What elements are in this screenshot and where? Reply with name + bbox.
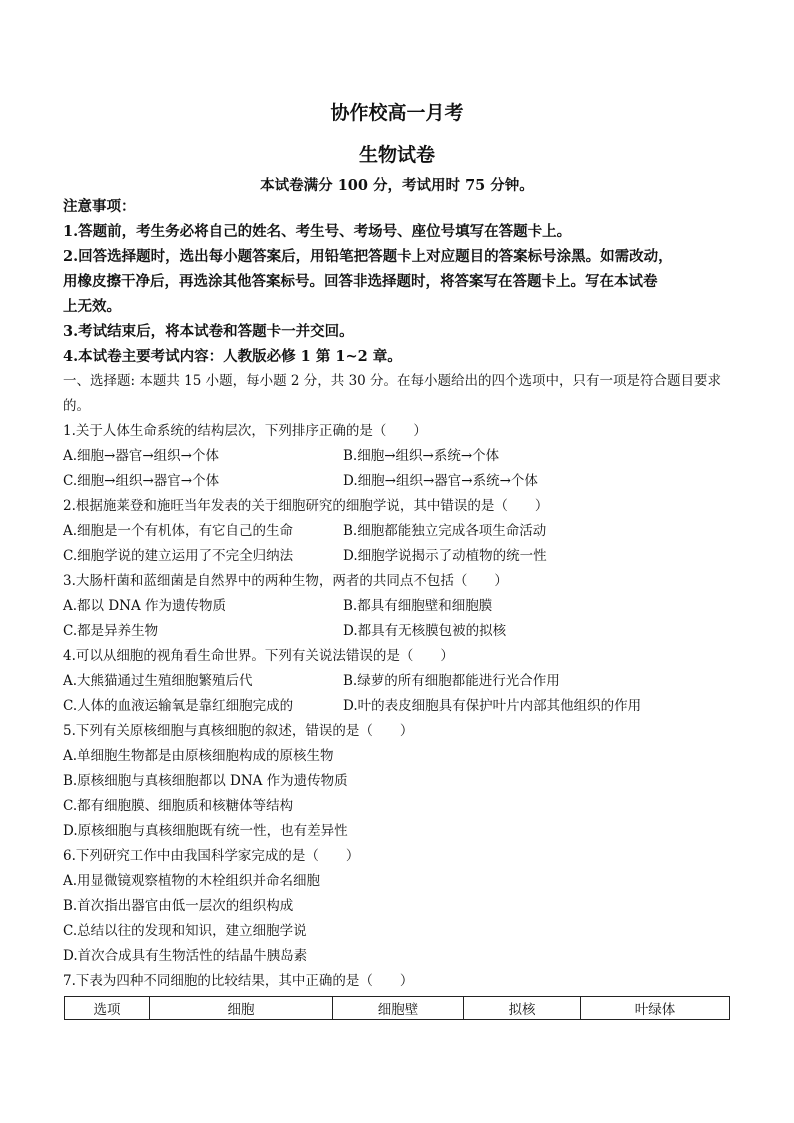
question-stem: 2.根据施莱登和施旺当年发表的关于细胞研究的细胞学说，其中错误的是（ ）: [63, 498, 549, 514]
option-b: B.首次指出器官由低一层次的组织构成: [63, 898, 294, 914]
table-header-cell: 选项: [65, 997, 150, 1020]
notes-line: 上无效。: [63, 298, 121, 315]
option-d: D.首次合成具有生物活性的结晶牛胰岛素: [63, 948, 308, 964]
question-2: [63, 494, 733, 569]
notes-line: 2.回答选择题时，选出每小题答案后，用铅笔把答题卡上对应题目的答案标号涂黑。如需改动，: [63, 248, 673, 265]
question-6: [63, 844, 733, 969]
option-c: C.细胞学说的建立运用了不完全归纳法: [63, 548, 294, 564]
questions-section: [63, 369, 733, 994]
subject-title: 生物试卷: [358, 144, 435, 166]
option-c: C.总结以往的发现和知识，建立细胞学说: [63, 923, 307, 939]
table-header-cell: 细胞壁: [333, 997, 464, 1020]
question-stem: 1.关于人体生命系统的结构层次，下列排序正确的是（ ）: [63, 423, 427, 439]
section-instruction-cont: 的。: [63, 398, 90, 414]
question-3: [63, 569, 733, 644]
question-1: [63, 419, 733, 494]
option-a: A.用显微镜观察植物的木栓组织并命名细胞: [63, 873, 321, 889]
option-d: D.原核细胞与真核细胞既有统一性，也有差异性: [63, 823, 348, 839]
question-stem: 7.下表为四种不同细胞的比较结果，其中正确的是（ ）: [63, 973, 414, 989]
notes-heading: 注意事项：: [63, 198, 136, 215]
notes-section: [63, 194, 733, 369]
section-instruction: 一、选择题: 本题共 15 小题，每小题 2 分，共 30 分。在每小题给出的四个选项中，只有一项是符合题目要求: [63, 373, 722, 389]
option-a: A.都以 DNA 作为遗传物质: [63, 598, 227, 614]
table-header-cell: 拟核: [464, 997, 581, 1020]
option-a: A.细胞是一个有机体，有它自己的生命: [63, 523, 294, 539]
question-stem: 6.下列研究工作中由我国科学家完成的是（ ）: [63, 848, 360, 864]
question-5: [63, 719, 733, 844]
option-a: A.单细胞生物都是由原核细胞构成的原核生物: [63, 748, 334, 764]
question-7: [63, 969, 733, 994]
exam-info: 本试卷满分 100 分，考试用时 75 分钟。: [260, 177, 534, 194]
table-header-row: [65, 997, 730, 1020]
notes-line: 用橡皮擦干净后，再选涂其他答案标号。回答非选择题时，将答案写在答题卡上。写在本试卷: [63, 273, 658, 290]
option-d: D.细胞学说揭示了动植物的统一性: [343, 548, 547, 564]
comparison-table: [64, 996, 730, 1020]
option-c: C.细胞→组织→器官→个体: [63, 473, 220, 489]
option-c: C.都是异养生物: [63, 623, 159, 639]
question-stem: 4.可以从细胞的视角看生命世界。下列有关说法错误的是（ ）: [63, 648, 454, 664]
question-stem: 5.下列有关原核细胞与真核细胞的叙述，错误的是（ ）: [63, 723, 414, 739]
option-a: A.细胞→器官→组织→个体: [63, 448, 219, 464]
option-b: B.原核细胞与真核细胞都以 DNA 作为遗传物质: [63, 773, 348, 789]
option-b: B.都具有细胞壁和细胞膜: [343, 598, 493, 614]
option-d: D.叶的表皮细胞具有保护叶片内部其他组织的作用: [343, 698, 642, 714]
notes-line: 1.答题前，考生务必将自己的姓名、考生号、考场号、座位号填写在答题卡上。: [63, 223, 572, 240]
question-4: [63, 644, 733, 719]
table-header-cell: 细胞: [150, 997, 333, 1020]
option-b: B.细胞都能独立完成各项生命活动: [343, 523, 547, 539]
option-a: A.大熊猫通过生殖细胞繁殖后代: [63, 673, 253, 689]
question-stem: 3.大肠杆菌和蓝细菌是自然界中的两种生物，两者的共同点不包括（ ）: [63, 573, 508, 589]
notes-line: 4.本试卷主要考试内容：人教版必修 1 第 1~2 章。: [63, 348, 402, 365]
notes-line: 3.考试结束后，将本试卷和答题卡一并交回。: [63, 323, 354, 340]
exam-title: 协作校高一月考: [330, 102, 464, 124]
option-d: D.都具有无核膜包被的拟核: [343, 623, 507, 639]
option-b: B.绿萝的所有细胞都能进行光合作用: [343, 673, 560, 689]
option-c: C.都有细胞膜、细胞质和核糖体等结构: [63, 798, 294, 814]
option-c: C.人体的血液运输氧是靠红细胞完成的: [63, 698, 294, 714]
option-d: D.细胞→组织→器官→系统→个体: [343, 473, 538, 489]
option-b: B.细胞→组织→系统→个体: [343, 448, 500, 464]
table-header-cell: 叶绿体: [581, 997, 730, 1020]
